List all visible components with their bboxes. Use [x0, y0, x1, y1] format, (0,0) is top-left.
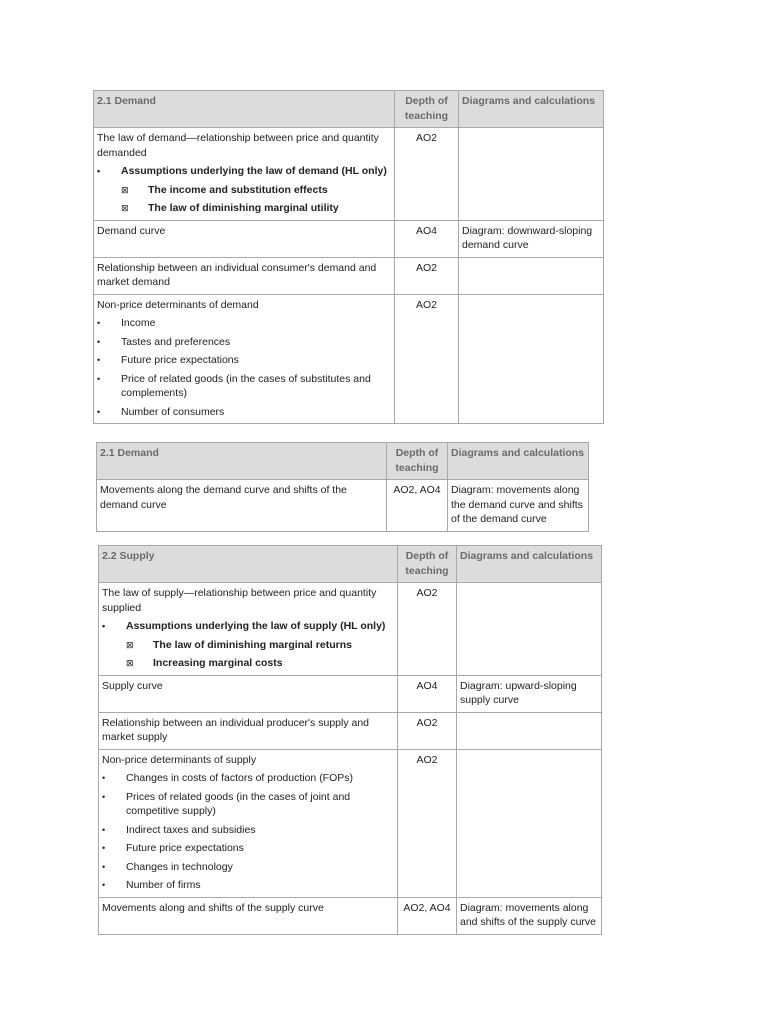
- topic-cell: [94, 128, 395, 221]
- table-row: [99, 675, 602, 712]
- depth-cell: AO4: [395, 220, 459, 257]
- table-row: [94, 257, 604, 294]
- table-header-row: [94, 91, 604, 128]
- topic-header: 2.2 Supply: [99, 546, 398, 583]
- topic-text: Non-price determinants of supply: [102, 753, 257, 766]
- depth-cell: AO4: [398, 675, 457, 712]
- bullet-item: • Indirect taxes and subsidies: [102, 823, 394, 838]
- diagrams-cell: [457, 583, 602, 676]
- topic-text: The law of demand—relationship between price and quantity demanded: [97, 132, 379, 159]
- topic-cell: Supply curve: [99, 675, 398, 712]
- bullet-item: • Number of consumers: [97, 405, 391, 420]
- depth-cell: AO2: [395, 128, 459, 221]
- sub-item: ⊠ The law of diminishing marginal returns: [102, 638, 394, 653]
- depth-cell: AO2: [398, 749, 457, 897]
- depth-header: Depth of teaching: [387, 443, 448, 480]
- diagrams-cell: [457, 749, 602, 897]
- diagrams-cell: [459, 257, 604, 294]
- topic-cell: Relationship between an individual consumer's demand and market demand: [94, 257, 395, 294]
- table-row: [99, 897, 602, 934]
- table-row: [94, 220, 604, 257]
- bullet-item: • Future price expectations: [102, 841, 394, 856]
- table-row: [99, 712, 602, 749]
- sub-item: ⊠ Increasing marginal costs: [102, 656, 394, 671]
- demand-movements-table: [96, 442, 589, 532]
- topic-cell: Movements along and shifts of the supply curve: [99, 897, 398, 934]
- bullet-item: • Changes in technology: [102, 860, 394, 875]
- depth-cell: AO2: [395, 257, 459, 294]
- table-row: [99, 583, 602, 676]
- bullet-item: • Assumptions underlying the law of demand (HL only): [97, 164, 391, 179]
- topic-header: 2.1 Demand: [97, 443, 387, 480]
- depth-cell: AO2, AO4: [387, 480, 448, 532]
- bullet-item: • Tastes and preferences: [97, 335, 391, 350]
- diagrams-cell: Diagram: movements along the demand curve and shifts of the demand curve: [448, 480, 589, 532]
- bullet-item: • Prices of related goods (in the cases of joint and competitive supply): [102, 790, 394, 819]
- bullet-item: • Income: [97, 316, 391, 331]
- table-row: [94, 128, 604, 221]
- topic-cell: Demand curve: [94, 220, 395, 257]
- depth-cell: AO2, AO4: [398, 897, 457, 934]
- bullet-item: • Number of firms: [102, 878, 394, 893]
- demand-syllabus-table: [93, 90, 604, 424]
- topic-cell: [99, 749, 398, 897]
- bullet-item: • Changes in costs of factors of production (FOPs): [102, 771, 394, 786]
- table-header-row: [99, 546, 602, 583]
- supply-syllabus-table: [98, 545, 602, 935]
- bullet-item: • Assumptions underlying the law of supply (HL only): [102, 619, 394, 634]
- topic-header: 2.1 Demand: [94, 91, 395, 128]
- table-row: [97, 480, 589, 532]
- bullet-item: • Price of related goods (in the cases of substitutes and complements): [97, 372, 391, 401]
- depth-header: Depth of teaching: [398, 546, 457, 583]
- topic-cell: [94, 294, 395, 424]
- diagrams-cell: [459, 128, 604, 221]
- diagrams-cell: Diagram: downward-sloping demand curve: [459, 220, 604, 257]
- topic-cell: Relationship between an individual producer's supply and market supply: [99, 712, 398, 749]
- topic-cell: [99, 583, 398, 676]
- table-header-row: [97, 443, 589, 480]
- topic-text: Non-price determinants of demand: [97, 298, 259, 311]
- diagrams-cell: [459, 294, 604, 424]
- sub-item: ⊠ The income and substitution effects: [97, 183, 391, 198]
- diagrams-cell: Diagram: upward-sloping supply curve: [457, 675, 602, 712]
- diagrams-header: Diagrams and calculations: [448, 443, 589, 480]
- diagrams-header: Diagrams and calculations: [457, 546, 602, 583]
- depth-header: Depth of teaching: [395, 91, 459, 128]
- table-row: [99, 749, 602, 897]
- table-row: [94, 294, 604, 424]
- topic-cell: Movements along the demand curve and shifts of the demand curve: [97, 480, 387, 532]
- topic-text: The law of supply—relationship between price and quantity supplied: [102, 587, 377, 614]
- sub-item: ⊠ The law of diminishing marginal utility: [97, 201, 391, 216]
- diagrams-header: Diagrams and calculations: [459, 91, 604, 128]
- diagrams-cell: [457, 712, 602, 749]
- depth-cell: AO2: [398, 583, 457, 676]
- bullet-item: • Future price expectations: [97, 353, 391, 368]
- depth-cell: AO2: [395, 294, 459, 424]
- depth-cell: AO2: [398, 712, 457, 749]
- diagrams-cell: Diagram: movements along and shifts of the supply curve: [457, 897, 602, 934]
